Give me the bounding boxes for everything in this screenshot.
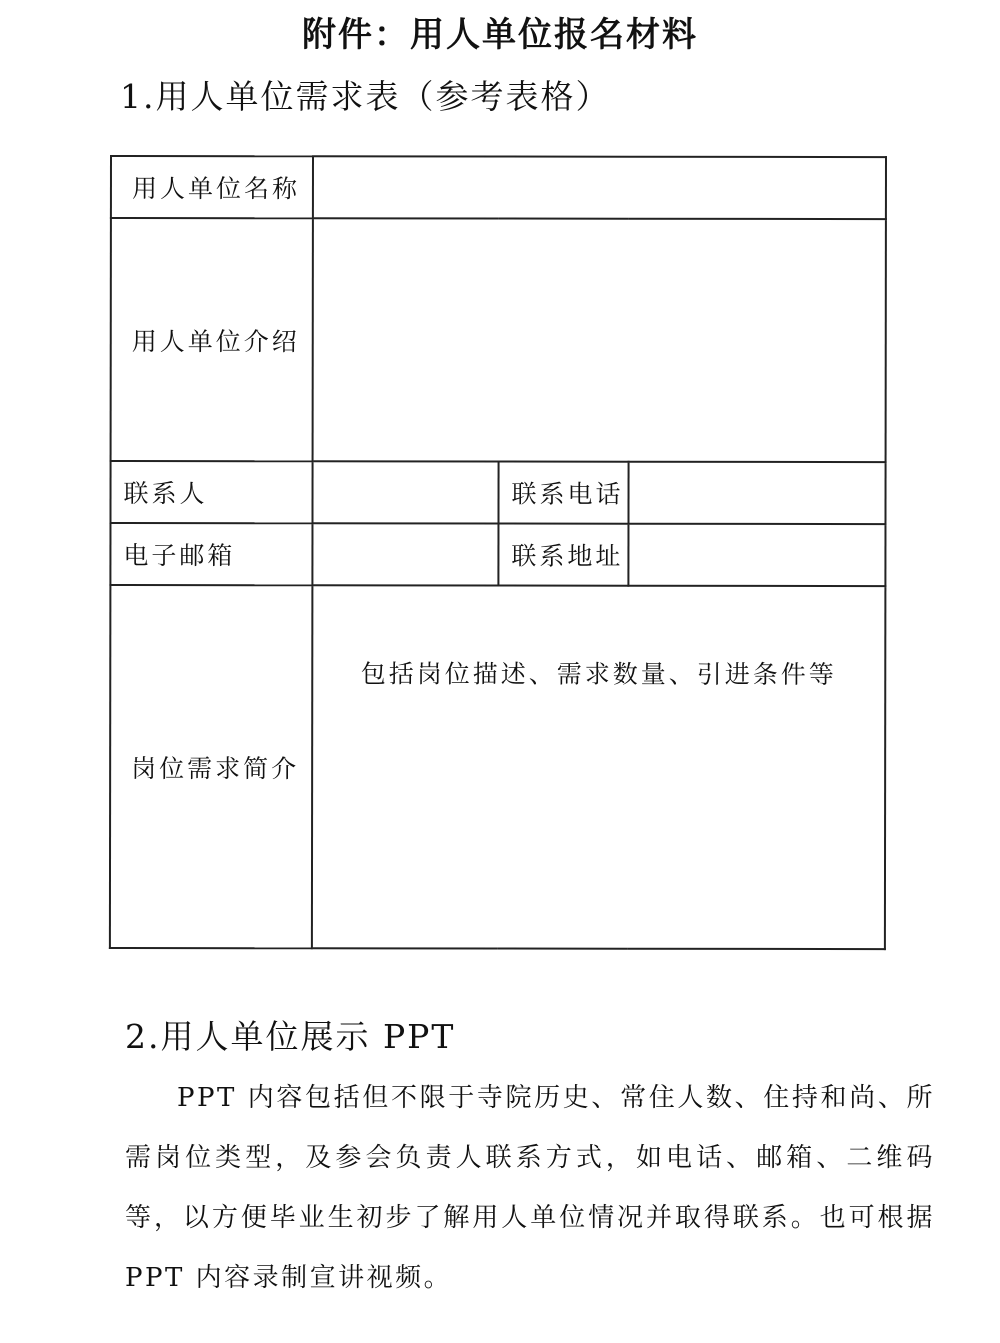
unit-intro-label: 用人单位介绍 — [111, 218, 313, 461]
table-row-job-brief — [110, 585, 886, 949]
table-row-contact — [110, 461, 885, 524]
ppt-description-paragraph: PPT 内容包括但不限于寺院历史、常住人数、住持和尚、所需岗位类型，及参会负责人联系方式，如电话、邮箱、二维码等，以方便毕业生初步了解用人单位情况并取得联系。也可根据 PPT 内容录制宣讲视频。 — [125, 1083, 935, 1293]
contact-phone-label: 联系电话 — [498, 462, 628, 524]
unit-name-field[interactable] — [313, 156, 886, 219]
table-row-unit-name — [111, 156, 886, 219]
document-title: 附件：用人单位报名材料 — [302, 15, 698, 55]
job-brief-field[interactable] — [312, 585, 886, 949]
unit-name-label: 用人单位名称 — [111, 156, 313, 218]
section-heading-demand-table: 1.用人单位需求表（参考表格） — [120, 77, 611, 116]
section-heading-ppt: 2.用人单位展示 PPT — [125, 1017, 456, 1056]
unit-intro-field[interactable] — [313, 218, 886, 462]
address-field[interactable] — [628, 524, 885, 586]
table-row-unit-intro — [111, 218, 886, 462]
demand-table — [109, 155, 887, 950]
table-row-email-address — [110, 523, 885, 586]
contact-phone-field[interactable] — [628, 462, 885, 524]
job-brief-hint: 包括岗位描述、需求数量、引进条件等 — [360, 659, 837, 690]
email-label: 电子邮箱 — [110, 523, 312, 585]
contact-person-field[interactable] — [312, 461, 498, 523]
email-field[interactable] — [312, 523, 498, 585]
job-brief-label: 岗位需求简介 — [110, 585, 313, 948]
contact-person-label: 联系人 — [110, 461, 312, 523]
address-label: 联系地址 — [498, 524, 628, 586]
